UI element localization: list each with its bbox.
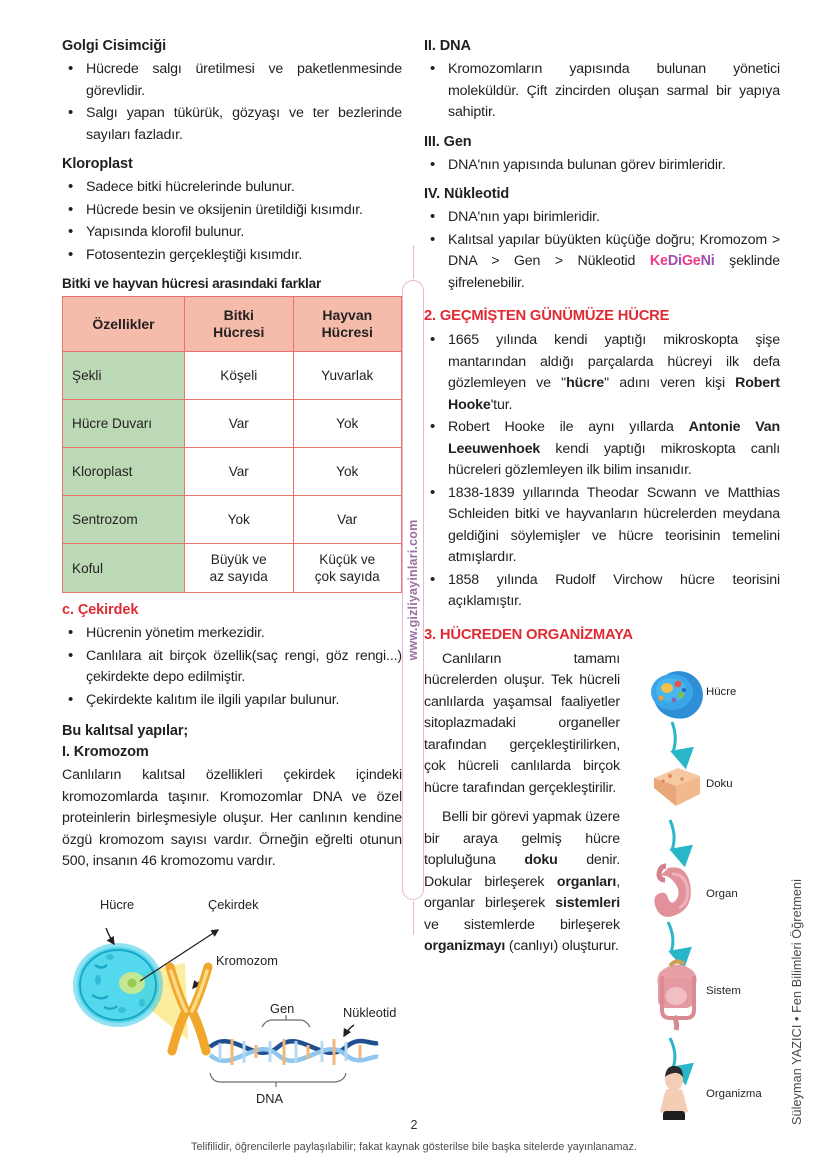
list-item: • Canlılara ait birçok özellik(saç rengi, göz rengi...) çekirdekte depo edilmiştir. bbox=[62, 646, 402, 689]
column-header-ozellikler: Özellikler bbox=[63, 297, 185, 352]
table-row bbox=[63, 448, 402, 496]
golgi-heading: Golgi Cisimciği bbox=[62, 38, 167, 54]
gen-heading: III. Gen bbox=[424, 133, 472, 150]
list-item-kedigeni: • Kalıtsal yapılar büyükten küçüğe doğru; Kromozom > DNA > Gen > Nükleotid KeDiGeNi şeklinde şifrelenebilir. bbox=[424, 230, 780, 295]
cell-to-dna-diagram bbox=[60, 895, 405, 1125]
hucre-arrow bbox=[106, 928, 114, 944]
diagram-label-dna: DNA bbox=[256, 1091, 284, 1106]
website-watermark bbox=[402, 280, 424, 900]
list-item: • Çekirdekte kalıtım ile ilgili yapılar bulunur. bbox=[62, 690, 402, 712]
hierarchy-label-doku: Doku bbox=[706, 778, 733, 790]
watermark-line-top bbox=[413, 245, 414, 279]
page-number: 2 bbox=[410, 1118, 418, 1132]
nukleotid-arrow bbox=[344, 1025, 354, 1036]
list-item: • 1665 yılında kendi yaptığı mikroskopta şişe mantarından aldığı parçalarda hücreyi ilk defa gözlemleyen ve ''hücre'' adını veren kişi Robert Hooke'tur. bbox=[424, 330, 780, 416]
list-item: • Yapısında klorofil bulunur. bbox=[62, 222, 402, 244]
diagram-label-cekirdek: Çekirdek bbox=[208, 897, 259, 912]
dna-brace bbox=[210, 1073, 346, 1082]
table-row bbox=[63, 352, 402, 400]
organism-hierarchy-diagram bbox=[648, 660, 788, 1120]
cell-animal: Yok bbox=[293, 448, 402, 496]
column-header-bitki: Bitki Hücresi bbox=[185, 297, 293, 352]
nukleotid-heading: IV. Nükleotid bbox=[424, 186, 510, 202]
dna-helix-illustration bbox=[210, 1039, 378, 1065]
cell-animal: Yok bbox=[293, 400, 402, 448]
diagram-label-kromozom: Kromozom bbox=[216, 953, 278, 968]
table-header-row bbox=[63, 297, 402, 352]
table-row bbox=[63, 400, 402, 448]
list-item: • Fotosentezin gerçekleştiği kısımdır. bbox=[62, 245, 402, 267]
section2-bullets bbox=[424, 330, 780, 613]
tissue-icon bbox=[654, 768, 700, 806]
list-item: • DNA'nın yapı birimleridir. bbox=[424, 207, 780, 229]
section3-heading: 3. HÜCREDEN ORGANİZMAYA bbox=[424, 626, 633, 643]
list-item: • Sadece bitki hücrelerinde bulunur. bbox=[62, 177, 402, 199]
cell-plant: Büyük ve az sayıda bbox=[185, 544, 293, 593]
kedigeni-mnemonic: KeDiGeNi bbox=[649, 253, 715, 269]
kromozom-paragraph: Canlıların kalıtsal özellikleri çekirdek içindeki kromozomlarda taşınır. Kromozomlar DNA ve özel proteinlerin birleşmesiyle oluşur. Her canlının kendine özgü kromozom sayısı vardır. Örneğin eğrelti otunun 500, insanın 46 kromozomu vardır. bbox=[62, 767, 402, 869]
list-item: • Hücrenin yönetim merkezidir. bbox=[62, 623, 402, 645]
cell-plant: Var bbox=[185, 448, 293, 496]
author-credit bbox=[790, 845, 814, 1125]
section3-paragraph-1: Canlıların tamamı hücrelerden oluşur. Tek hücreli canlılarda yaşamsal faaliyetler sitoplazmadaki organeller tarafından gerçekleştirilirken, çok hücreli canlılarda birçok hücre tarafından gerçekleştirilir. bbox=[424, 650, 620, 796]
cell-animal: Küçük ve çok sayıda bbox=[293, 544, 402, 593]
gen-brace bbox=[262, 1020, 310, 1027]
kloroplast-heading: Kloroplast bbox=[62, 156, 133, 172]
arrow-system-to-organism bbox=[670, 1038, 675, 1068]
hierarchy-label-organ: Organ bbox=[706, 888, 738, 900]
list-item: • Hücrede salgı üretilmesi ve paketlenmesinde görevlidir. bbox=[62, 59, 402, 102]
list-item: • Salgı yapan tükürük, gözyaşı ve ter bezlerinde sayıları fazladır. bbox=[62, 103, 402, 146]
diagram-label-gen: Gen bbox=[270, 1001, 295, 1016]
cell-plant: Var bbox=[185, 400, 293, 448]
watermark-line-bottom bbox=[413, 901, 414, 935]
cell-feature: Hücre Duvarı bbox=[63, 400, 185, 448]
golgi-bullets bbox=[62, 59, 402, 146]
plant-animal-cell-table bbox=[62, 296, 402, 593]
arrow-organ-to-system bbox=[668, 922, 673, 952]
cell-plant: Köşeli bbox=[185, 352, 293, 400]
kalitsal-yapilar-heading: Bu kalıtsal yapılar; bbox=[62, 723, 189, 739]
cell-plant: Yok bbox=[185, 496, 293, 544]
organ-icon bbox=[654, 866, 690, 917]
cell-illustration bbox=[73, 943, 163, 1027]
dna-heading: II. DNA bbox=[424, 38, 471, 54]
left-column bbox=[62, 38, 402, 881]
arrow-tissue-to-organ bbox=[670, 820, 674, 850]
list-item: • 1838-1839 yıllarında Theodar Scwann ve Matthias Schleiden bitki ve hayvanların hücrelerden meydana geldiğini söylemişler ve hücre teorisinin temelini atmışlardır. bbox=[424, 483, 780, 569]
table-row bbox=[63, 496, 402, 544]
cell-feature: Sentrozom bbox=[63, 496, 185, 544]
section3-paragraph-2: Belli bir görevi yapmak üzere bir araya gelmiş hücre topluluğuna doku denir. Dokular birleşerek organları, organlar birleşerek sistemleri ve sistemlerde birleşerek organizmayı (canlıyı) oluşturur. bbox=[424, 809, 620, 954]
hierarchy-label-hucre: Hücre bbox=[706, 686, 737, 698]
list-item: • Kromozomların yapısında bulunan yönetici moleküldür. Çift zincirden oluşan sarmal bir yapıya sahiptir. bbox=[424, 59, 780, 124]
organism-icon bbox=[660, 1066, 688, 1120]
list-item: • 1858 yılında Rudolf Virchow hücre teorisini açıklamıştır. bbox=[424, 570, 780, 613]
hierarchy-label-sistem: Sistem bbox=[706, 985, 741, 997]
nukleotid-bullets bbox=[424, 207, 780, 294]
cekirdek-bullets bbox=[62, 623, 402, 711]
diagram-label-hucre: Hücre bbox=[100, 897, 135, 912]
cekirdek-heading: c. Çekirdek bbox=[62, 602, 139, 618]
diagram-label-nukleotid: Nükleotid bbox=[343, 1005, 397, 1020]
cell-animal: Yuvarlak bbox=[293, 352, 402, 400]
table-caption: Bitki ve hayvan hücresi arasındaki farklar bbox=[62, 276, 322, 291]
section2-heading: 2. GEÇMİŞTEN GÜNÜMÜZE HÜCRE bbox=[424, 308, 670, 324]
kloroplast-bullets bbox=[62, 177, 402, 266]
list-item: • Hücrede besin ve oksijenin üretildiği kısımdır. bbox=[62, 200, 402, 222]
arrow-cell-to-tissue bbox=[672, 722, 675, 752]
kromozom-heading: I. Kromozom bbox=[62, 744, 149, 760]
table-row bbox=[63, 544, 402, 593]
cell-feature: Kloroplast bbox=[63, 448, 185, 496]
hierarchy-label-organizma: Organizma bbox=[706, 1088, 762, 1100]
column-header-hayvan: Hayvan Hücresi bbox=[293, 297, 402, 352]
dna-bullets bbox=[424, 59, 780, 124]
cell-animal: Var bbox=[293, 496, 402, 544]
system-icon bbox=[657, 961, 696, 1030]
author-text: Süleyman YAZICI • Fen Bilimleri Öğretmeni bbox=[790, 879, 804, 1125]
cell-feature: Koful bbox=[63, 544, 185, 593]
copyright-footnote: Telifilidir, öğrencilerle paylaşılabilir; fakat kaynak gösterilse bile başka sitelerde yayınlanamaz. bbox=[191, 1141, 637, 1153]
list-item: • Robert Hooke ile aynı yıllarda Antonie Van Leeuwenhoek kendi yaptığı mikroskopta canlı hücreleri gözlemleyen ilk bilim insanıdır. bbox=[424, 417, 780, 482]
cell-feature: Şekli bbox=[63, 352, 185, 400]
list-item: • DNA'nın yapısında bulunan görev birimleridir. bbox=[424, 155, 780, 177]
watermark-text: www.gizliyayinlari.com bbox=[406, 519, 420, 661]
cell-icon bbox=[651, 671, 703, 719]
gen-bullets bbox=[424, 155, 780, 177]
